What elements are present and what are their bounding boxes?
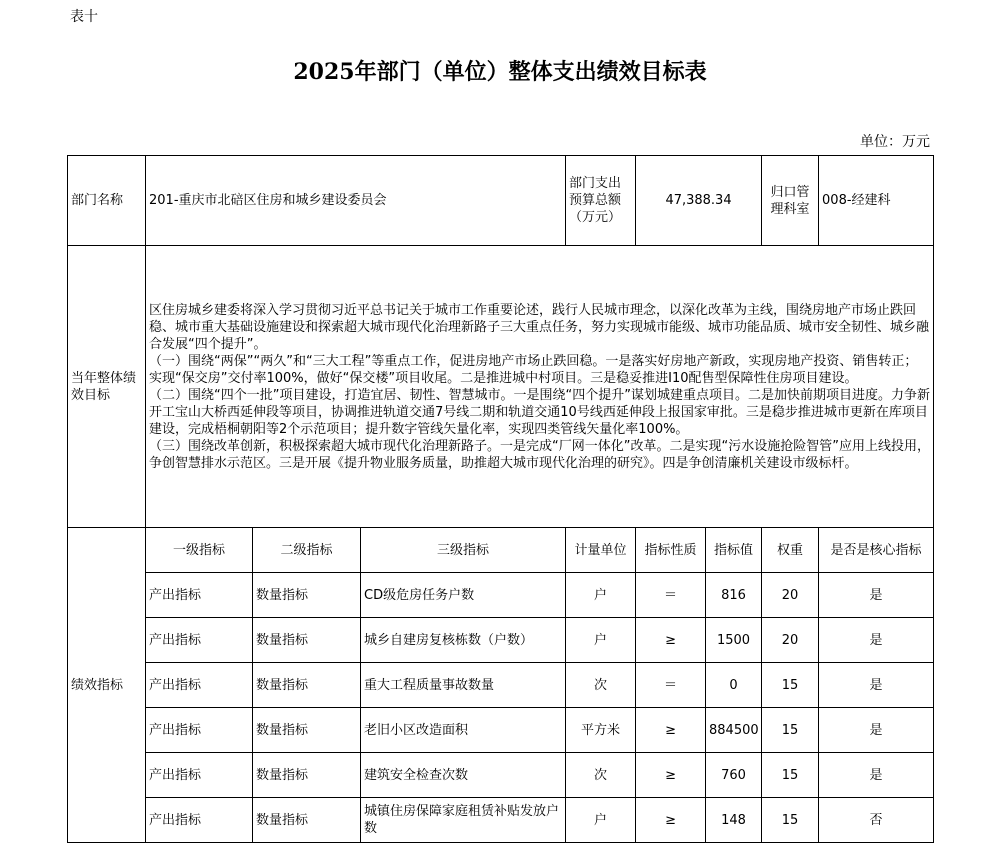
level3-cell: 城乡自建房复核栋数（户数）: [361, 618, 566, 663]
goals-row: [68, 246, 934, 528]
core-cell: 是: [819, 618, 934, 663]
level2-cell: 数量指标: [253, 573, 361, 618]
mgmt-value: 008-经建科: [819, 156, 934, 246]
indicators-label: 绩效指标: [68, 528, 146, 843]
value-cell: 816: [706, 573, 762, 618]
level1-cell: 产出指标: [146, 573, 253, 618]
table-row: [68, 663, 934, 708]
goals-paragraph: （一）围绕“两保”“两久”和“三大工程”等重点工作，促进房地产市场止跌回稳。一是落实好房地产新政，实现房地产投资、销售转正；实现“保交房”交付率100%，做好“保交楼”项目收尾。二是推进城中村项目。三是稳妥推进I10配售型保障性住房项目建设。: [149, 353, 918, 386]
level2-cell: 数量指标: [253, 708, 361, 753]
value-cell: 1500: [706, 618, 762, 663]
col-header: 二级指标: [253, 528, 361, 573]
nature-cell: ≥: [636, 708, 706, 753]
col-header: 三级指标: [361, 528, 566, 573]
core-cell: 是: [819, 708, 934, 753]
performance-table: [67, 155, 934, 843]
unit-cell: 平方米: [566, 708, 636, 753]
table-row: [68, 573, 934, 618]
budget-value: 47,388.34: [636, 156, 762, 246]
value-cell: 0: [706, 663, 762, 708]
weight-cell: 15: [762, 753, 819, 798]
level1-cell: 产出指标: [146, 798, 253, 843]
goals-paragraph: （三）围绕改革创新，积极探索超大城市现代化治理新路子。一是完成“厂网一体化”改革。二是实现“污水设施抢险智管”应用上线投用，争创智慧排水示范区。三是开展《提升物业服务质量，助推超大城市现代化治理的研究》。四是争创清廉机关建设市级标杆。: [149, 438, 930, 471]
core-cell: 是: [819, 573, 934, 618]
dept-name-value: 201-重庆市北碚区住房和城乡建设委员会: [146, 156, 566, 246]
mgmt-label: 归口管理科室: [762, 156, 819, 246]
dept-name-label: 部门名称: [68, 156, 146, 246]
level3-cell: 建筑安全检查次数: [361, 753, 566, 798]
weight-cell: 15: [762, 663, 819, 708]
col-header: 指标性质: [636, 528, 706, 573]
core-cell: 是: [819, 753, 934, 798]
value-cell: 148: [706, 798, 762, 843]
unit-label: 单位：万元: [860, 134, 930, 150]
indicator-header-row: [68, 528, 934, 573]
goals-label: 当年整体绩效目标: [68, 246, 146, 528]
unit-cell: 户: [566, 798, 636, 843]
table-number: 表十: [70, 9, 98, 25]
unit-cell: 户: [566, 618, 636, 663]
goals-paragraph: 区住房城乡建委将深入学习贯彻习近平总书记关于城市工作重要论述，践行人民城市理念，以深化改革为主线，围绕房地产市场止跌回稳、城市重大基础设施建设和探索超大城市现代化治理新路子三大重点任务，努力实现城市能级、城市功能品质、城市安全韧性、城乡融合发展“四个提升”。: [149, 302, 930, 352]
nature-cell: ≥: [636, 798, 706, 843]
col-header: 一级指标: [146, 528, 253, 573]
table-row: [68, 753, 934, 798]
col-header: 是否是核心指标: [819, 528, 934, 573]
core-cell: 否: [819, 798, 934, 843]
unit-cell: 次: [566, 753, 636, 798]
budget-label: 部门支出预算总额（万元）: [566, 156, 636, 246]
level3-cell: 老旧小区改造面积: [361, 708, 566, 753]
value-cell: 884500: [706, 708, 762, 753]
level2-cell: 数量指标: [253, 663, 361, 708]
col-header: 权重: [762, 528, 819, 573]
level3-cell: CD级危房任务户数: [361, 573, 566, 618]
level2-cell: 数量指标: [253, 618, 361, 663]
col-header: 计量单位: [566, 528, 636, 573]
level3-cell: 重大工程质量事故数量: [361, 663, 566, 708]
nature-cell: ≥: [636, 753, 706, 798]
table-row: [68, 618, 934, 663]
weight-cell: 15: [762, 708, 819, 753]
weight-cell: 20: [762, 573, 819, 618]
nature-cell: ＝: [636, 663, 706, 708]
goals-text: [146, 246, 934, 528]
level1-cell: 产出指标: [146, 753, 253, 798]
level1-cell: 产出指标: [146, 663, 253, 708]
level3-cell: 城镇住房保障家庭租赁补贴发放户数: [361, 798, 566, 843]
nature-cell: ≥: [636, 618, 706, 663]
value-cell: 760: [706, 753, 762, 798]
page-title: 2025年部门（单位）整体支出绩效目标表: [293, 59, 707, 85]
core-cell: 是: [819, 663, 934, 708]
table-row: [68, 798, 934, 843]
nature-cell: ＝: [636, 573, 706, 618]
unit-cell: 户: [566, 573, 636, 618]
col-header: 指标值: [706, 528, 762, 573]
goals-paragraph: （二）围绕“四个一批”项目建设，打造宜居、韧性、智慧城市。一是围绕“四个提升”谋划城建重点项目。二是加快前期项目进度。力争新开工宝山大桥西延伸段等项目，协调推进轨道交通7号线二期和轨道交通10号线西延伸段上报国家审批。三是稳步推进城市更新在库项目建设，完成梧桐朝阳等2个示范项目；提升数字管线矢量化率，实现四类管线矢量化率100%。: [149, 387, 930, 437]
dept-row: [68, 156, 934, 246]
weight-cell: 20: [762, 618, 819, 663]
level2-cell: 数量指标: [253, 753, 361, 798]
level2-cell: 数量指标: [253, 798, 361, 843]
level1-cell: 产出指标: [146, 708, 253, 753]
weight-cell: 15: [762, 798, 819, 843]
table-row: [68, 708, 934, 753]
level1-cell: 产出指标: [146, 618, 253, 663]
unit-cell: 次: [566, 663, 636, 708]
